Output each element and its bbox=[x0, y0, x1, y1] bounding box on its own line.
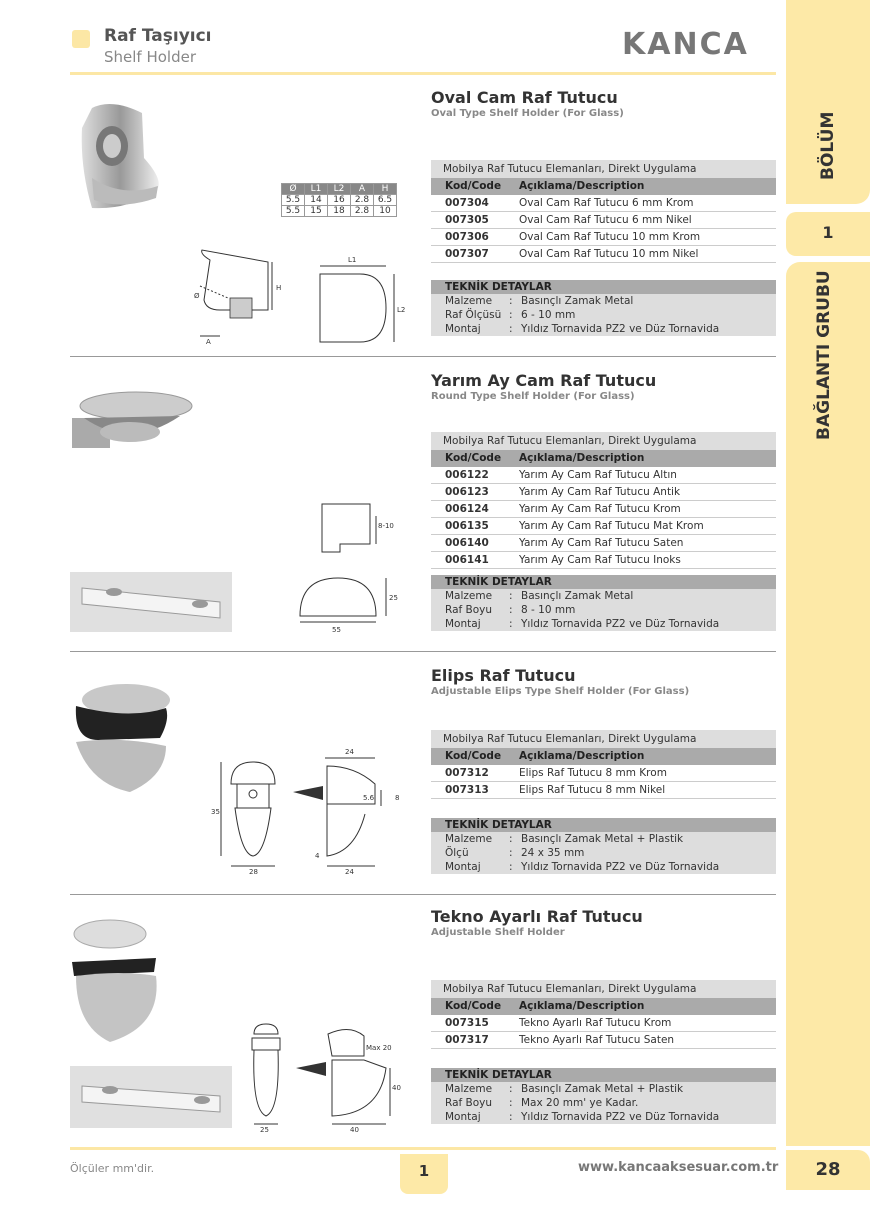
detail-value: Yıldız Tornavida PZ2 ve Düz Tornavida bbox=[521, 1111, 720, 1123]
round-holder-photo bbox=[70, 388, 194, 460]
row-desc: Yarım Ay Cam Raf Tutucu Altın bbox=[519, 469, 677, 481]
spec-cell: 5.5 bbox=[282, 195, 305, 206]
detail-key: Raf Boyu bbox=[445, 604, 493, 616]
row-desc: Yarım Ay Cam Raf Tutucu Mat Krom bbox=[519, 520, 704, 532]
dim-height: 40 bbox=[392, 1084, 401, 1092]
product-table bbox=[431, 432, 776, 569]
spec-cell: 6.5 bbox=[374, 195, 397, 206]
product-subtitle: Adjustable Shelf Holder bbox=[431, 927, 565, 938]
dim-a: A bbox=[206, 338, 211, 346]
table-header bbox=[431, 998, 776, 1015]
dim-base: 4 bbox=[315, 852, 320, 860]
sidebar-group-tab bbox=[786, 262, 870, 1146]
row-code: 006123 bbox=[445, 486, 489, 498]
row-code: 007312 bbox=[445, 767, 489, 779]
dim-width: 55 bbox=[332, 626, 341, 634]
row-code: 007315 bbox=[445, 1017, 489, 1029]
tekno-holder-photo bbox=[70, 916, 162, 1046]
section-divider bbox=[70, 894, 776, 895]
page-number: 28 bbox=[786, 1150, 870, 1190]
table-category: Mobilya Raf Tutucu Elemanları, Direkt Uygulama bbox=[431, 980, 776, 998]
table-header bbox=[431, 748, 776, 765]
row-code: 007307 bbox=[445, 248, 489, 260]
detail-key: Malzeme bbox=[445, 1083, 493, 1095]
product-title: Oval Cam Raf Tutucu bbox=[431, 88, 618, 107]
page-title: Raf Taşıyıcı bbox=[104, 26, 212, 46]
spec-cell: 2.8 bbox=[351, 206, 374, 217]
spec-header-a: A bbox=[351, 184, 374, 195]
spec-cell: 10 bbox=[374, 206, 397, 217]
spec-header-o: Ø bbox=[282, 184, 305, 195]
spec-table bbox=[281, 183, 397, 217]
row-desc: Oval Cam Raf Tutucu 10 mm Nikel bbox=[519, 248, 699, 260]
detail-row: Raf Ölçüsü : 6 - 10 mm bbox=[445, 309, 576, 321]
round-holder-shelf-photo bbox=[70, 572, 232, 632]
table-row bbox=[431, 782, 776, 799]
detail-key: Ölçü bbox=[445, 847, 469, 859]
elips-holder-drawing bbox=[205, 744, 405, 879]
product-title: Elips Raf Tutucu bbox=[431, 666, 576, 685]
col-code: Kod/Code bbox=[445, 452, 502, 464]
row-desc: Yarım Ay Cam Raf Tutucu Inoks bbox=[519, 554, 681, 566]
product-subtitle: Round Type Shelf Holder (For Glass) bbox=[431, 391, 635, 402]
detail-value: Max 20 mm' ye Kadar. bbox=[521, 1097, 639, 1109]
detail-value: 6 - 10 mm bbox=[521, 309, 576, 321]
table-row bbox=[431, 467, 776, 484]
detail-value: Basınçlı Zamak Metal bbox=[521, 590, 634, 602]
row-desc: Oval Cam Raf Tutucu 10 mm Krom bbox=[519, 231, 701, 243]
detail-value: 24 x 35 mm bbox=[521, 847, 585, 859]
col-desc: Açıklama/Description bbox=[519, 452, 645, 464]
detail-row: Montaj : Yıldız Tornavida PZ2 ve Düz Tornavida bbox=[445, 861, 720, 873]
row-code: 006135 bbox=[445, 520, 489, 532]
dim-height: 35 bbox=[211, 808, 220, 816]
detail-value: Yıldız Tornavida PZ2 ve Düz Tornavida bbox=[521, 323, 720, 335]
details-title: TEKNİK DETAYLAR bbox=[431, 818, 776, 832]
sidebar-bolum-label: BÖLÜM bbox=[818, 111, 838, 180]
sidebar-bolum-tab bbox=[786, 0, 870, 204]
row-desc: Oval Cam Raf Tutucu 6 mm Nikel bbox=[519, 214, 692, 226]
dim-o: Ø bbox=[194, 292, 200, 300]
row-code: 006122 bbox=[445, 469, 489, 481]
spec-cell: 14 bbox=[305, 195, 328, 206]
detail-row: Montaj : Yıldız Tornavida PZ2 ve Düz Tornavida bbox=[445, 1111, 720, 1123]
dim-height: 25 bbox=[389, 594, 398, 602]
header-divider bbox=[70, 72, 776, 75]
spec-header-h: H bbox=[374, 184, 397, 195]
table-row bbox=[431, 1015, 776, 1032]
detail-value: Basınçlı Zamak Metal bbox=[521, 295, 634, 307]
sidebar-group-label: BAĞLANTI GRUBU bbox=[814, 270, 834, 440]
row-code: 006124 bbox=[445, 503, 489, 515]
row-desc: Elips Raf Tutucu 8 mm Krom bbox=[519, 767, 667, 779]
table-row bbox=[431, 535, 776, 552]
section-divider bbox=[70, 651, 776, 652]
detail-key: Malzeme bbox=[445, 590, 493, 602]
table-category: Mobilya Raf Tutucu Elemanları, Direkt Uygulama bbox=[431, 730, 776, 748]
tekno-holder-drawing bbox=[240, 1020, 410, 1135]
product-table bbox=[431, 160, 776, 263]
page-subtitle: Shelf Holder bbox=[104, 48, 197, 66]
table-row bbox=[431, 765, 776, 782]
col-code: Kod/Code bbox=[445, 180, 502, 192]
spec-cell: 5.5 bbox=[282, 206, 305, 217]
detail-row: Malzeme : Basınçlı Zamak Metal + Plastik bbox=[445, 1083, 684, 1095]
dim-width: 28 bbox=[249, 868, 258, 876]
details-title: TEKNİK DETAYLAR bbox=[431, 575, 776, 589]
product-table bbox=[431, 980, 776, 1049]
section-divider bbox=[70, 356, 776, 357]
detail-row: Montaj : Yıldız Tornavida PZ2 ve Düz Tornavida bbox=[445, 323, 720, 335]
col-code: Kod/Code bbox=[445, 1000, 502, 1012]
detail-row: Malzeme : Basınçlı Zamak Metal + Plastik bbox=[445, 833, 684, 845]
spec-header-l1: L1 bbox=[305, 184, 328, 195]
table-category: Mobilya Raf Tutucu Elemanları, Direkt Uygulama bbox=[431, 432, 776, 450]
table-row bbox=[431, 212, 776, 229]
sidebar-number-tab bbox=[786, 212, 870, 256]
detail-row: Ölçü : 24 x 35 mm bbox=[445, 847, 585, 859]
row-desc: Tekno Ayarlı Raf Tutucu Krom bbox=[519, 1017, 672, 1029]
round-holder-drawing bbox=[290, 496, 410, 636]
col-desc: Açıklama/Description bbox=[519, 1000, 645, 1012]
details-title: TEKNİK DETAYLAR bbox=[431, 1068, 776, 1082]
dim-gap: 5.6 bbox=[363, 794, 375, 802]
detail-key: Montaj bbox=[445, 1111, 481, 1123]
detail-row: Malzeme : Basınçlı Zamak Metal bbox=[445, 295, 634, 307]
detail-value: Yıldız Tornavida PZ2 ve Düz Tornavida bbox=[521, 618, 720, 630]
detail-key: Raf Ölçüsü bbox=[445, 309, 502, 321]
detail-key: Montaj bbox=[445, 861, 481, 873]
dim-l1: L1 bbox=[348, 256, 357, 264]
dim-max: Max 20 bbox=[366, 1044, 392, 1052]
row-desc: Oval Cam Raf Tutucu 6 mm Krom bbox=[519, 197, 694, 209]
row-code: 006141 bbox=[445, 554, 489, 566]
technical-details bbox=[431, 575, 776, 631]
product-title: Yarım Ay Cam Raf Tutucu bbox=[431, 371, 657, 390]
technical-details bbox=[431, 1068, 776, 1124]
header-marker bbox=[72, 30, 90, 48]
table-row bbox=[431, 229, 776, 246]
dim-bottom: 24 bbox=[345, 868, 354, 876]
table-row bbox=[431, 1032, 776, 1049]
details-title: TEKNİK DETAYLAR bbox=[431, 280, 776, 294]
table-row bbox=[431, 484, 776, 501]
footer-url[interactable]: www.kancaaksesuar.com.tr bbox=[578, 1160, 779, 1175]
detail-row: Raf Boyu : Max 20 mm' ye Kadar. bbox=[445, 1097, 639, 1109]
row-code: 006140 bbox=[445, 537, 489, 549]
col-code: Kod/Code bbox=[445, 750, 502, 762]
row-code: 007317 bbox=[445, 1034, 489, 1046]
col-desc: Açıklama/Description bbox=[519, 180, 645, 192]
row-desc: Yarım Ay Cam Raf Tutucu Antik bbox=[519, 486, 681, 498]
detail-row: Raf Boyu : 8 - 10 mm bbox=[445, 604, 576, 616]
detail-key: Montaj bbox=[445, 618, 481, 630]
table-header bbox=[431, 450, 776, 467]
row-desc: Tekno Ayarlı Raf Tutucu Saten bbox=[519, 1034, 675, 1046]
technical-details bbox=[431, 818, 776, 874]
row-code: 007305 bbox=[445, 214, 489, 226]
row-code: 007306 bbox=[445, 231, 489, 243]
detail-value: 8 - 10 mm bbox=[521, 604, 576, 616]
table-row bbox=[431, 518, 776, 535]
product-table bbox=[431, 730, 776, 799]
footer-note: Ölçüler mm'dir. bbox=[70, 1162, 155, 1175]
row-desc: Elips Raf Tutucu 8 mm Nikel bbox=[519, 784, 666, 796]
table-row bbox=[431, 552, 776, 569]
detail-key: Malzeme bbox=[445, 833, 493, 845]
row-code: 007313 bbox=[445, 784, 489, 796]
spec-header-l2: L2 bbox=[328, 184, 351, 195]
detail-key: Raf Boyu bbox=[445, 1097, 493, 1109]
col-desc: Açıklama/Description bbox=[519, 750, 645, 762]
detail-value: Yıldız Tornavida PZ2 ve Düz Tornavida bbox=[521, 861, 720, 873]
footer-divider bbox=[70, 1147, 776, 1150]
detail-key: Montaj bbox=[445, 323, 481, 335]
table-header bbox=[431, 178, 776, 195]
product-subtitle: Oval Type Shelf Holder (For Glass) bbox=[431, 108, 624, 119]
spec-cell: 2.8 bbox=[351, 195, 374, 206]
row-desc: Yarım Ay Cam Raf Tutucu Krom bbox=[519, 503, 681, 515]
sidebar-number: 1 bbox=[822, 223, 834, 242]
dim-gap2: 8 bbox=[395, 794, 400, 802]
oval-holder-photo bbox=[72, 98, 168, 228]
kanca-logo: KANCA bbox=[622, 27, 749, 62]
dim-h: H bbox=[276, 284, 282, 292]
detail-key: Malzeme bbox=[445, 295, 493, 307]
detail-row: Montaj : Yıldız Tornavida PZ2 ve Düz Tornavida bbox=[445, 618, 720, 630]
product-subtitle: Adjustable Elips Type Shelf Holder (For Glass) bbox=[431, 686, 690, 697]
product-title: Tekno Ayarlı Raf Tutucu bbox=[431, 907, 643, 926]
spec-cell: 15 bbox=[305, 206, 328, 217]
elips-holder-photo bbox=[70, 680, 174, 796]
dim-depth: 40 bbox=[350, 1126, 359, 1134]
table-row bbox=[431, 195, 776, 212]
detail-value: Basınçlı Zamak Metal + Plastik bbox=[521, 833, 684, 845]
table-category: Mobilya Raf Tutucu Elemanları, Direkt Uygulama bbox=[431, 160, 776, 178]
tekno-holder-shelf-photo bbox=[70, 1066, 232, 1128]
spec-cell: 16 bbox=[328, 195, 351, 206]
table-row bbox=[431, 246, 776, 263]
detail-value: Basınçlı Zamak Metal + Plastik bbox=[521, 1083, 684, 1095]
detail-row: Malzeme : Basınçlı Zamak Metal bbox=[445, 590, 634, 602]
oval-holder-drawing bbox=[180, 240, 410, 350]
row-desc: Yarım Ay Cam Raf Tutucu Saten bbox=[519, 537, 684, 549]
dim-width: 25 bbox=[260, 1126, 269, 1134]
table-row bbox=[431, 501, 776, 518]
dim-top: 24 bbox=[345, 748, 354, 756]
spec-cell: 18 bbox=[328, 206, 351, 217]
footer-chapter: 1 bbox=[400, 1154, 448, 1194]
dim-thickness: 8-10 bbox=[378, 522, 394, 530]
technical-details bbox=[431, 280, 776, 336]
dim-l2: L2 bbox=[397, 306, 406, 314]
row-code: 007304 bbox=[445, 197, 489, 209]
